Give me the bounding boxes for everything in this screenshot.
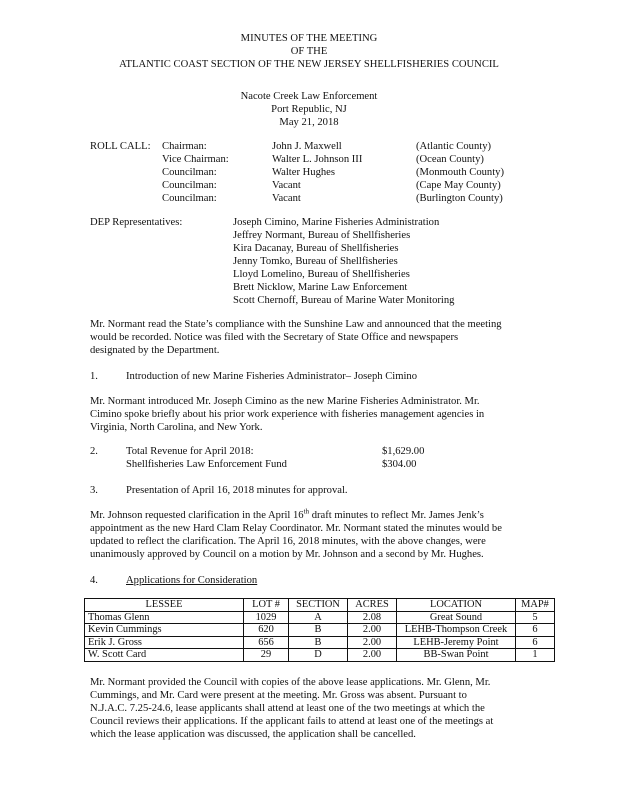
section-cell: A <box>289 611 348 624</box>
roll-name: Vacant <box>272 193 301 204</box>
roll-role: Vice Chairman: <box>162 154 229 165</box>
paragraph-line: Cummings, and Mr. Card were present at the meeting. Mr. Gross was absent. Pursuant to <box>90 690 467 701</box>
roll-name: Walter Hughes <box>272 167 335 178</box>
lessee-cell: W. Scott Card <box>85 649 244 662</box>
roll-county: (Atlantic County) <box>416 141 492 152</box>
roll-call-label: ROLL CALL: <box>90 141 151 152</box>
doc-title-line3: ATLANTIC COAST SECTION OF THE NEW JERSEY SHELLFISHERIES COUNCIL <box>119 59 499 70</box>
acres-cell: 2.00 <box>348 649 397 662</box>
map-cell: 6 <box>516 624 555 637</box>
paragraph-line: would be recorded. Notice was filed with the Secretary of State Office and newspapers <box>90 332 459 343</box>
paragraph-line: which the lease application was discussed, the application shall be cancelled. <box>90 729 416 740</box>
column-header: SECTION <box>289 599 348 612</box>
paragraph-line: Cimino spoke briefly about his prior work experience with fisheries management agencies in <box>90 409 485 420</box>
lease-applications-table <box>84 598 555 662</box>
column-header: LESSEE <box>85 599 244 612</box>
item3-title: Presentation of April 16, 2018 minutes for approval. <box>126 485 348 496</box>
paragraph-line: Mr. Normant provided the Council with copies of the above lease applications. Mr. Glenn, Mr. <box>90 677 491 688</box>
roll-name: Walter L. Johnson III <box>272 154 363 165</box>
meeting-date: May 21, 2018 <box>279 117 339 128</box>
dep-rep: Joseph Cimino, Marine Fisheries Administration <box>233 217 440 228</box>
table-header-row <box>85 599 555 612</box>
location-cell: Great Sound <box>397 611 516 624</box>
roll-county: (Ocean County) <box>416 154 484 165</box>
paragraph-line: appointment as the new Hard Clam Relay Coordinator. Mr. Normant stated the minutes would be <box>90 523 502 534</box>
dep-rep: Brett Nicklow, Marine Law Enforcement <box>233 282 408 293</box>
lessee-cell: Kevin Cummings <box>85 624 244 637</box>
roll-county: (Cape May County) <box>416 180 501 191</box>
fund-label: Shellfisheries Law Enforcement Fund <box>126 459 287 470</box>
map-cell: 1 <box>516 649 555 662</box>
fund-amount: $304.00 <box>382 459 417 470</box>
revenue-amount: $1,629.00 <box>382 446 425 457</box>
lessee-cell: Erik J. Gross <box>85 636 244 649</box>
roll-county: (Burlington County) <box>416 193 503 204</box>
roll-role: Councilman: <box>162 180 217 191</box>
roll-role: Chairman: <box>162 141 207 152</box>
paragraph-line: Mr. Normant read the State’s compliance with the Sunshine Law and announced that the meeting <box>90 319 502 330</box>
dep-rep: Jenny Tomko, Bureau of Shellfisheries <box>233 256 398 267</box>
column-header: LOCATION <box>397 599 516 612</box>
map-cell: 6 <box>516 636 555 649</box>
dep-rep: Jeffrey Normant, Bureau of Shellfisheries <box>233 230 411 241</box>
column-header: MAP# <box>516 599 555 612</box>
item-number: 2. <box>90 446 98 457</box>
paragraph-line: Council reviews their applications. If the applicant fails to attend at least one of the meetings at <box>90 716 494 727</box>
item-number: 4. <box>90 575 98 586</box>
lot-cell: 656 <box>244 636 289 649</box>
item1-title: Introduction of new Marine Fisheries Administrator– Joseph Cimino <box>126 371 417 382</box>
paragraph-line: unanimously approved by Council on a motion by Mr. Johnson and a second by Mr. Hughes. <box>90 549 484 560</box>
section-cell: D <box>289 649 348 662</box>
location-cell: LEHB-Jeremy Point <box>397 636 516 649</box>
paragraph-line: Virginia, North Carolina, and New York. <box>90 422 263 433</box>
paragraph-line: N.J.A.C. 7.25-24.6, lease applicants shall attend at least one of the two meetings at which the <box>90 703 485 714</box>
paragraph-line: updated to reflect the clarification. The April 16, 2018 minutes, with the above changes, were <box>90 536 486 547</box>
acres-cell: 2.08 <box>348 611 397 624</box>
meeting-city: Port Republic, NJ <box>271 104 347 115</box>
paragraph-line: Mr. Normant introduced Mr. Joseph Cimino as the new Marine Fisheries Administrator. Mr. <box>90 396 480 407</box>
lessee-cell: Thomas Glenn <box>85 611 244 624</box>
column-header: LOT # <box>244 599 289 612</box>
map-cell: 5 <box>516 611 555 624</box>
lot-cell: 620 <box>244 624 289 637</box>
item-number: 1. <box>90 371 98 382</box>
location-cell: LEHB-Thompson Creek <box>397 624 516 637</box>
table-row <box>85 649 555 662</box>
dep-rep: Scott Chernoff, Bureau of Marine Water Monitoring <box>233 295 455 306</box>
paragraph-line <box>90 507 484 523</box>
dep-rep: Lloyd Lomelino, Bureau of Shellfisheries <box>233 269 410 280</box>
paragraph-line: designated by the Department. <box>90 345 220 356</box>
roll-county: (Monmouth County) <box>416 167 504 178</box>
item4-title: Applications for Consideration <box>126 575 258 586</box>
doc-title-line1: MINUTES OF THE MEETING <box>240 33 378 44</box>
meeting-location: Nacote Creek Law Enforcement <box>240 91 378 102</box>
roll-role: Councilman: <box>162 193 217 204</box>
roll-name: John J. Maxwell <box>272 141 342 152</box>
section-cell: B <box>289 624 348 637</box>
item-number: 3. <box>90 485 98 496</box>
section-cell: B <box>289 636 348 649</box>
roll-name: Vacant <box>272 180 301 191</box>
acres-cell: 2.00 <box>348 624 397 637</box>
dep-label: DEP Representatives: <box>90 217 183 228</box>
lot-cell: 29 <box>244 649 289 662</box>
acres-cell: 2.00 <box>348 636 397 649</box>
table-row <box>85 624 555 637</box>
column-header: ACRES <box>348 599 397 612</box>
dep-rep: Kira Dacanay, Bureau of Shellfisheries <box>233 243 399 254</box>
table-row <box>85 611 555 624</box>
ordinal-suffix: th <box>303 507 310 516</box>
paragraph-text: Mr. Johnson requested clarification in the April 16 <box>90 510 304 521</box>
paragraph-text: draft minutes to reflect Mr. James Jenk’s <box>309 510 484 521</box>
roll-role: Councilman: <box>162 167 217 178</box>
table-row <box>85 636 555 649</box>
doc-title-line2: OF THE <box>290 46 328 57</box>
lot-cell: 1029 <box>244 611 289 624</box>
location-cell: BB-Swan Point <box>397 649 516 662</box>
revenue-label: Total Revenue for April 2018: <box>126 446 254 457</box>
